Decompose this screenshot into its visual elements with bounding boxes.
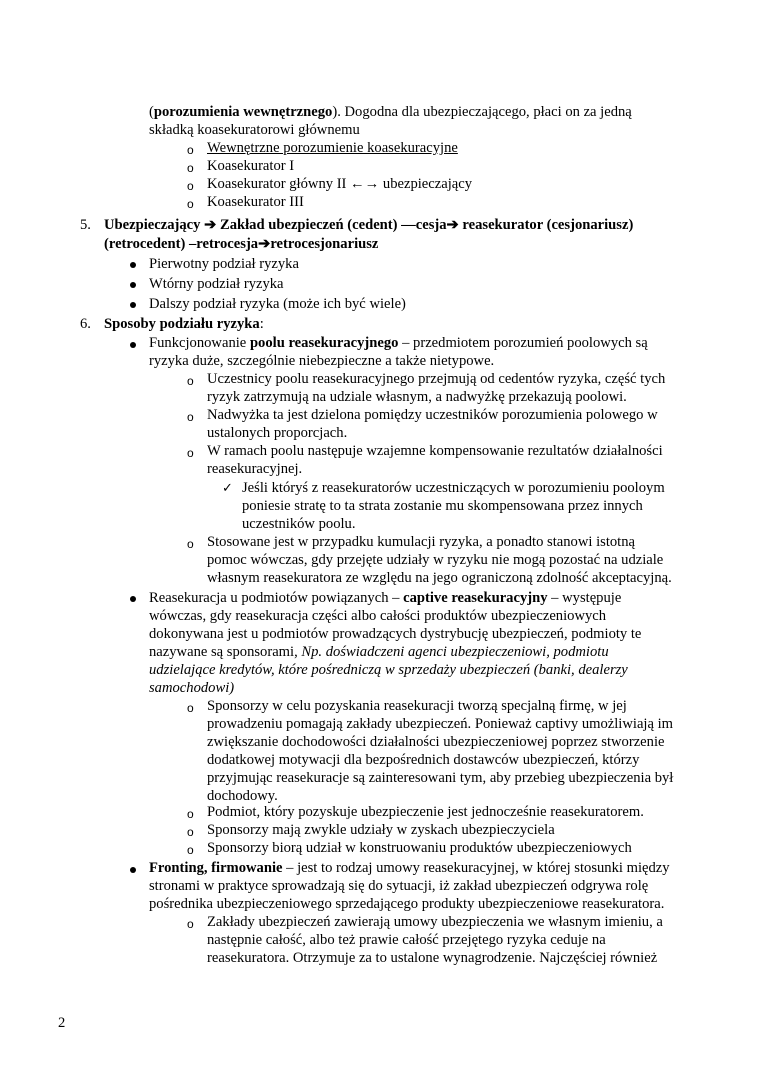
item-5-line-1: Ubezpieczający ➔ Zakład ubezpieczeń (cedent) —cesja➔ reasekurator (cesjonariusz) (104, 217, 634, 233)
captive-sub-2: Podmiot, który pozyskuje ubezpieczenie jest jednocześnie reasekuratorem. (207, 804, 644, 820)
circle-bullet-icon: o (187, 197, 194, 211)
item-5-bullet-1: Pierwotny podział ryzyka (149, 256, 299, 272)
bullet-icon (130, 596, 136, 602)
captive-sub-1-line-3: zwiększanie dochodowości działalności ubezpieczeniowej poprzez stworzenie (207, 734, 665, 750)
bullet-icon (130, 867, 136, 873)
fronting-line-3: pośrednika ubezpieczeniowego sprzedającego produkty ubezpieczeniowe reasekuratora. (149, 896, 665, 912)
fronting-sub-1-line-1: Zakłady ubezpieczeń zawierają umowy ubezpieczenia we własnym imieniu, a (207, 914, 663, 930)
circle-bullet-icon: o (187, 537, 194, 551)
captive-sub-1-line-4: dodatkowej motywacji dla bezpośrednich dostawców ubezpieczeń, którzy (207, 752, 640, 768)
pool-sub-1-line-2: ryzyk zatrzymują na udziale własnym, a nadwyżkę przekazują poolowi. (207, 389, 627, 405)
bullet-icon (130, 342, 136, 348)
pool-check-line-2: poniesie stratę to ta strata zostanie mu skompensowana przez innych (242, 498, 643, 514)
intro-sub-2: Koasekurator I (207, 158, 295, 174)
captive-line-6: samochodowi) (149, 680, 235, 696)
pool-sub-4-line-3: własnym reasekuratora ze względu na jego ograniczoną zdolność akceptacyjną. (207, 570, 672, 586)
pool-sub-4-line-1: Stosowane jest w przypadku kumulacji ryzyka, a ponadto stanowi istotną (207, 534, 635, 550)
pool-line-2: ryzyka duże, szczególnie niebezpieczne a także nietypowe. (149, 353, 495, 369)
fronting-sub-1-line-2: następnie całość, albo też prawie całość przejętego ryzyka ceduje na (207, 932, 606, 948)
fronting-line-2: stronami w praktyce sprowadzają się do sytuacji, iż zakład ubezpieczeń odgrywa rolę (149, 878, 649, 894)
pool-line-1: Funkcjonowanie poolu reasekuracyjnego – przedmiotem porozumień poolowych są (149, 335, 648, 351)
item-5-number: 5. (80, 217, 91, 233)
circle-bullet-icon: o (187, 843, 194, 857)
circle-bullet-icon: o (187, 917, 194, 931)
item-5-line-2: (retrocedent) –retrocesja➔retrocesjonariusz (104, 236, 379, 252)
captive-line-2: wówczas, gdy reasekuracja części albo całości produktów ubezpieczeniowych (149, 608, 607, 624)
circle-bullet-icon: o (187, 446, 194, 460)
captive-sub-1-line-5: przyjmując reasekuracje są zainteresowani tym, aby przebieg ubezpieczenia był (207, 770, 674, 786)
captive-sub-1-line-1: Sponsorzy w celu pozyskania reasekuracji tworzą specjalną firmę, w jej (207, 698, 627, 714)
circle-bullet-icon: o (187, 410, 194, 424)
pool-sub-2-line-1: Nadwyżka ta jest dzielona pomiędzy uczestników porozumienia polowego w (207, 407, 658, 423)
intro-line-1: (porozumienia wewnętrznego). Dogodna dla ubezpieczającego, płaci on za jedną (149, 104, 632, 120)
captive-line-5: udzielające kredytów, które pośredniczą w sprzedaży ubezpieczeń (banki, dealerzy (149, 662, 628, 678)
bullet-icon (130, 282, 136, 288)
circle-bullet-icon: o (187, 161, 194, 175)
pool-sub-4-line-2: pomoc wówczas, gdy przejęte udziały w ryzyku nie mogą pozostać na udziale (207, 552, 664, 568)
captive-sub-4: Sponsorzy biorą udział w konstruowaniu produktów ubezpieczeniowych (207, 840, 632, 856)
captive-line-3: dokonywana jest u podmiotów prowadzących dystrybucję ubezpieczeń, podmioty te (149, 626, 642, 642)
captive-sub-3: Sponsorzy mają zwykle udziały w zyskach ubezpieczyciela (207, 822, 555, 838)
intro-line-2: składką koasekuratorowi głównemu (149, 122, 360, 138)
fronting-sub-1-line-3: reasekuratora. Otrzymuje za to ustalone wynagrodzenie. Najczęściej również (207, 950, 658, 966)
pool-check-line-1: Jeśli któryś z reasekuratorów uczestniczących w porozumieniu pooloym (242, 480, 665, 496)
captive-sub-1-line-2: prowadzeniu pomagają zakłady ubezpieczeń. Ponieważ captivy umożliwiają im (207, 716, 674, 732)
checkmark-icon: ✓ (222, 481, 233, 496)
pool-sub-2-line-2: ustalonych proporcjach. (207, 425, 348, 441)
page-number: 2 (58, 1015, 66, 1031)
circle-bullet-icon: o (187, 143, 194, 157)
pool-sub-3-line-1: W ramach poolu następuje wzajemne kompensowanie rezultatów działalności (207, 443, 663, 459)
item-5-bullet-2: Wtórny podział ryzyka (149, 276, 284, 292)
item-6-number: 6. (80, 316, 91, 332)
circle-bullet-icon: o (187, 807, 194, 821)
circle-bullet-icon: o (187, 374, 194, 388)
item-6-title: Sposoby podziału ryzyka: (104, 316, 264, 332)
captive-sub-1-line-6: dochodowy. (207, 788, 278, 804)
circle-bullet-icon: o (187, 701, 194, 715)
pool-sub-3-line-2: reasekuracyjnej. (207, 461, 303, 477)
bullet-icon (130, 262, 136, 268)
captive-line-4: nazywane są sponsorami, Np. doświadczeni agenci ubezpieczeniowi, podmiotu (149, 644, 609, 660)
item-5-bullet-3: Dalszy podział ryzyka (może ich być wiele) (149, 296, 406, 312)
intro-sub-3: Koasekurator główny II ←→ ubezpieczający (207, 176, 473, 192)
circle-bullet-icon: o (187, 179, 194, 193)
captive-line-1: Reasekuracja u podmiotów powiązanych – captive reasekuracyjny – występuje (149, 590, 622, 606)
pool-sub-1-line-1: Uczestnicy poolu reasekuracyjnego przejmują od cedentów ryzyka, część tych (207, 371, 666, 387)
bullet-icon (130, 302, 136, 308)
intro-sub-1: Wewnętrzne porozumienie koasekuracyjne (207, 140, 458, 156)
circle-bullet-icon: o (187, 825, 194, 839)
pool-check-line-3: uczestników poolu. (242, 516, 356, 532)
intro-sub-4: Koasekurator III (207, 194, 304, 210)
fronting-line-1: Fronting, firmowanie – jest to rodzaj umowy reasekuracyjnej, w której stosunki między (149, 860, 670, 876)
